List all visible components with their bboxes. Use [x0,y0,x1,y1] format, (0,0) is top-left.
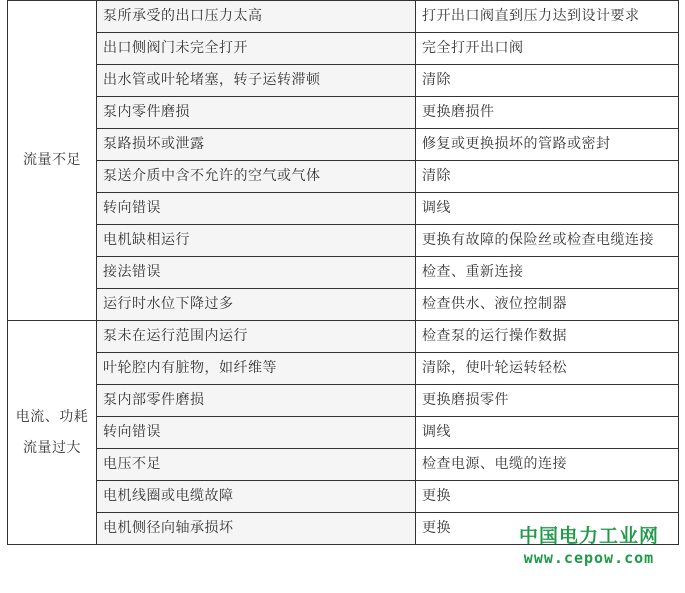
cause-cell: 电机侧径向轴承损坏 [97,513,416,545]
remedy-cell: 检查供水、液位控制器 [416,289,679,321]
cause-cell: 电压不足 [97,449,416,481]
remedy-cell: 更换 [416,513,679,545]
remedy-cell: 修复或更换损坏的管路或密封 [416,129,679,161]
cause-cell: 转向错误 [97,193,416,225]
cause-cell: 泵内部零件磨损 [97,385,416,417]
cause-cell: 出水管或叶轮堵塞，转子运转滞顿 [97,65,416,97]
table-body [8,1,679,545]
fault-table [7,0,679,545]
cause-cell: 叶轮腔内有脏物，如纤维等 [97,353,416,385]
remedy-cell: 检查电源、电缆的连接 [416,449,679,481]
cause-cell: 电机线圈或电缆故障 [97,481,416,513]
table-row [8,321,679,353]
cause-cell: 接法错误 [97,257,416,289]
table-row [8,129,679,161]
cause-cell: 电机缺相运行 [97,225,416,257]
remedy-cell: 清除，使叶轮运转轻松 [416,353,679,385]
remedy-cell: 检查、重新连接 [416,257,679,289]
remedy-cell: 调线 [416,417,679,449]
table-row [8,1,679,33]
cause-cell: 转向错误 [97,417,416,449]
table-row [8,33,679,65]
table-row [8,65,679,97]
table-row [8,97,679,129]
remedy-cell: 更换有故障的保险丝或检查电缆连接 [416,225,679,257]
table-row [8,161,679,193]
remedy-cell: 调线 [416,193,679,225]
remedy-cell: 更换 [416,481,679,513]
table-row [8,481,679,513]
remedy-cell: 完全打开出口阀 [416,33,679,65]
table-row [8,225,679,257]
remedy-cell: 更换磨损零件 [416,385,679,417]
cause-cell: 泵路损坏或泄露 [97,129,416,161]
remedy-cell: 清除 [416,65,679,97]
table-row [8,257,679,289]
table-row [8,385,679,417]
table-row [8,193,679,225]
cause-cell: 泵内零件磨损 [97,97,416,129]
cause-cell: 泵送介质中含不允许的空气或气体 [97,161,416,193]
category-cell: 电流、功耗流量过大 [8,321,97,545]
cause-cell: 运行时水位下降过多 [97,289,416,321]
category-cell: 流量不足 [8,1,97,321]
remedy-cell: 清除 [416,161,679,193]
table-row [8,289,679,321]
watermark-title: 中国电力工业网 [518,525,659,547]
cause-cell: 泵所承受的出口压力太高 [97,1,416,33]
remedy-cell: 更换磨损件 [416,97,679,129]
table-row [8,353,679,385]
table-row [8,417,679,449]
cause-cell: 泵未在运行范围内运行 [97,321,416,353]
remedy-cell: 打开出口阀直到压力达到设计要求 [416,1,679,33]
cause-cell: 出口侧阀门未完全打开 [97,33,416,65]
watermark-url: www.cepow.com [523,549,655,567]
table-row [8,449,679,481]
remedy-cell: 检查泵的运行操作数据 [416,321,679,353]
table-row [8,513,679,545]
